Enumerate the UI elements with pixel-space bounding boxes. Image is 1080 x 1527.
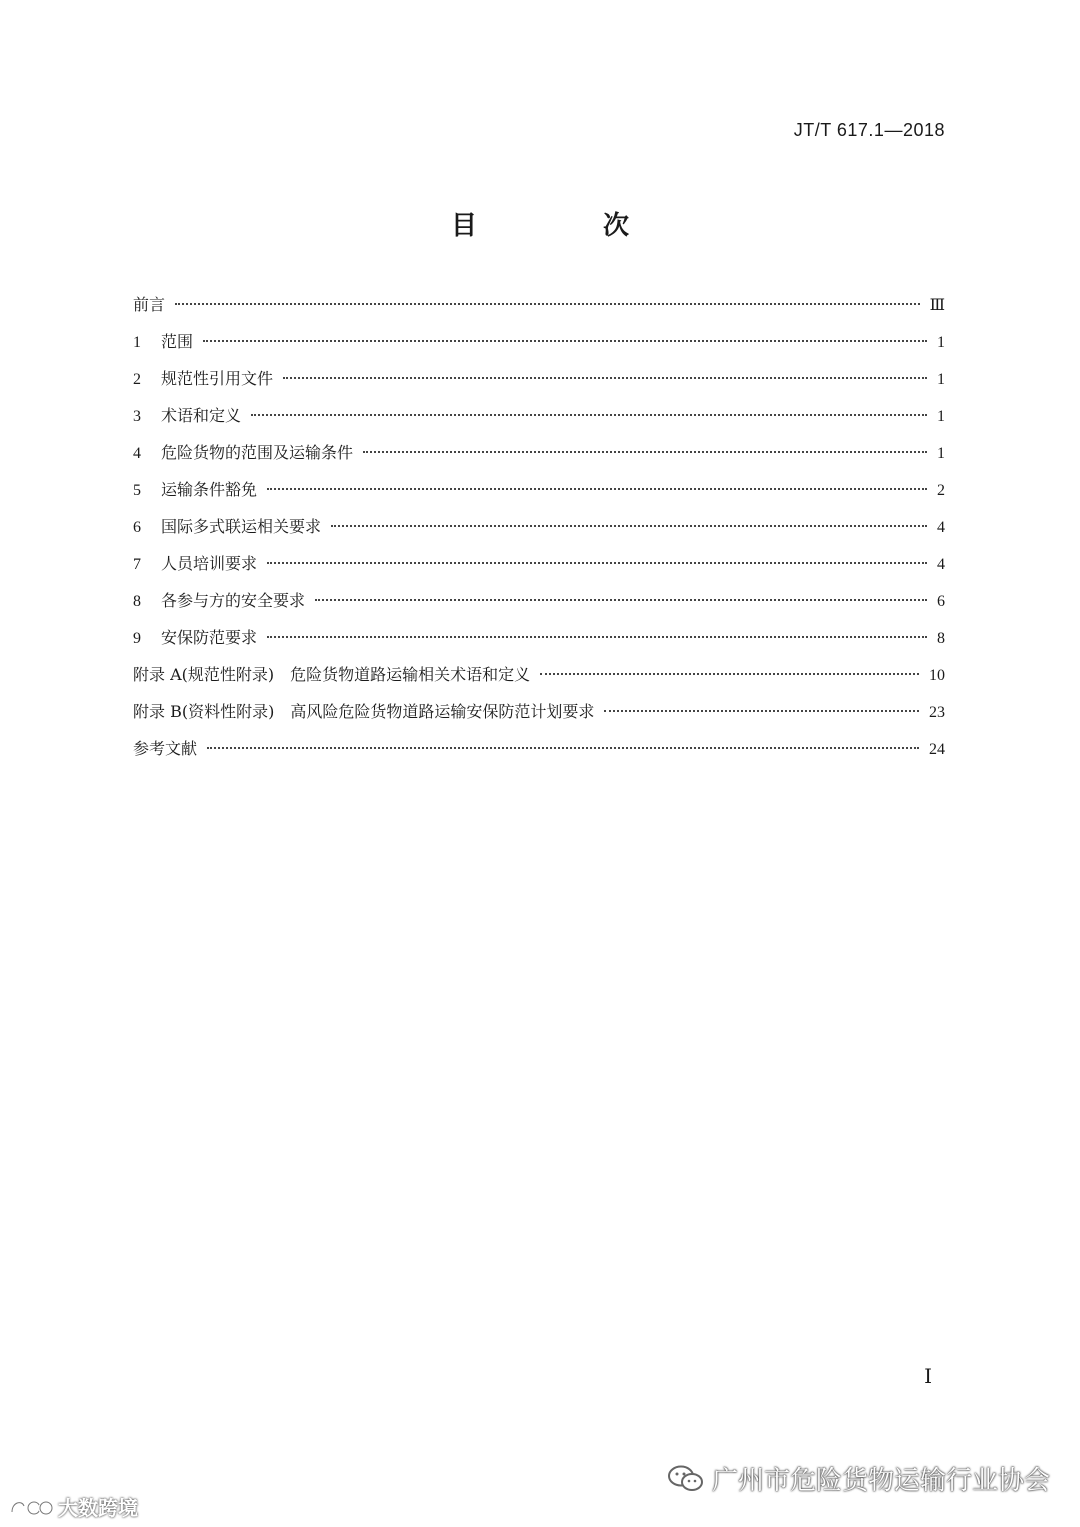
toc-entry-label: 术语和定义: [161, 406, 242, 425]
page-number: Ⅰ: [924, 1366, 932, 1388]
toc-entry-label: 安保防范要求: [161, 628, 258, 647]
site-watermark: [8, 1492, 138, 1521]
toc-leader-dots: [207, 747, 919, 749]
toc-entry-number: 1: [133, 334, 141, 351]
wechat-icon: [666, 1464, 706, 1494]
toc-leader-dots: [331, 525, 927, 527]
toc-entry-page: 23: [929, 704, 945, 721]
toc-entry[interactable]: [133, 471, 945, 508]
toc-entry-page: 1: [937, 408, 945, 425]
toc-entry-page: 24: [929, 741, 945, 758]
toc-entry-label: 各参与方的安全要求: [161, 591, 306, 610]
toc-entry[interactable]: [133, 397, 945, 434]
toc-entry[interactable]: [133, 730, 945, 767]
table-of-contents: [133, 286, 945, 767]
toc-entry[interactable]: [133, 286, 945, 323]
toc-entry[interactable]: [133, 582, 945, 619]
toc-entry[interactable]: [133, 508, 945, 545]
toc-entry-label: 附录 A(规范性附录) 危险货物道路运输相关术语和定义: [133, 665, 531, 684]
toc-entry-number: 8: [133, 593, 141, 610]
toc-entry-label: 国际多式联运相关要求: [161, 517, 322, 536]
publisher-watermark: [666, 1460, 1050, 1497]
toc-leader-dots: [283, 377, 927, 379]
toc-title: 目 次: [450, 211, 679, 241]
toc-entry-number: 5: [133, 482, 141, 499]
toc-entry-label: 前言: [133, 295, 166, 314]
toc-entry-page: 8: [937, 630, 945, 647]
toc-entry-number: 9: [133, 630, 141, 647]
toc-entry-label: 运输条件豁免: [161, 480, 258, 499]
site-watermark-text: 大数跨境: [58, 1496, 138, 1520]
toc-entry[interactable]: [133, 360, 945, 397]
toc-entry[interactable]: [133, 434, 945, 471]
logo-icon: [8, 1496, 54, 1518]
toc-leader-dots: [267, 636, 927, 638]
toc-entry-label: 规范性引用文件: [161, 369, 274, 388]
toc-leader-dots: [203, 340, 927, 342]
toc-entry-number: 4: [133, 445, 141, 462]
toc-entry-label: 范围: [161, 332, 194, 351]
publisher-watermark-text: 广州市危险货物运输行业协会: [711, 1466, 1050, 1496]
toc-entry-label: 参考文献: [133, 739, 198, 758]
toc-entry-page: 4: [937, 519, 945, 536]
toc-entry-page: 10: [929, 667, 945, 684]
toc-entry-page: 1: [937, 445, 945, 462]
toc-entry-number: 6: [133, 519, 141, 536]
toc-entry-page: 1: [937, 334, 945, 351]
toc-leader-dots: [604, 710, 919, 712]
toc-entry[interactable]: [133, 545, 945, 582]
toc-entry-label: 人员培训要求: [161, 554, 258, 573]
toc-entry-page: 4: [937, 556, 945, 573]
toc-entry-label: 附录 B(资料性附录) 高风险危险货物道路运输安保防范计划要求: [133, 702, 595, 721]
toc-entry[interactable]: [133, 323, 945, 360]
toc-leader-dots: [363, 451, 927, 453]
toc-entry-page: 6: [937, 593, 945, 610]
toc-entry-page: Ⅲ: [929, 297, 945, 314]
toc-entry[interactable]: [133, 619, 945, 656]
toc-entry-number: 7: [133, 556, 141, 573]
toc-entry-number: 2: [133, 371, 141, 388]
toc-entry[interactable]: [133, 693, 945, 730]
toc-entry-label: 危险货物的范围及运输条件: [161, 443, 354, 462]
toc-entry[interactable]: [133, 656, 945, 693]
toc-leader-dots: [175, 303, 920, 305]
document-code: JT/T 617.1—2018: [793, 120, 945, 140]
toc-entry-page: 2: [937, 482, 945, 499]
toc-leader-dots: [315, 599, 927, 601]
toc-leader-dots: [251, 414, 927, 416]
toc-leader-dots: [267, 488, 927, 490]
toc-leader-dots: [267, 562, 927, 564]
toc-leader-dots: [540, 673, 919, 675]
toc-entry-page: 1: [937, 371, 945, 388]
toc-entry-number: 3: [133, 408, 141, 425]
